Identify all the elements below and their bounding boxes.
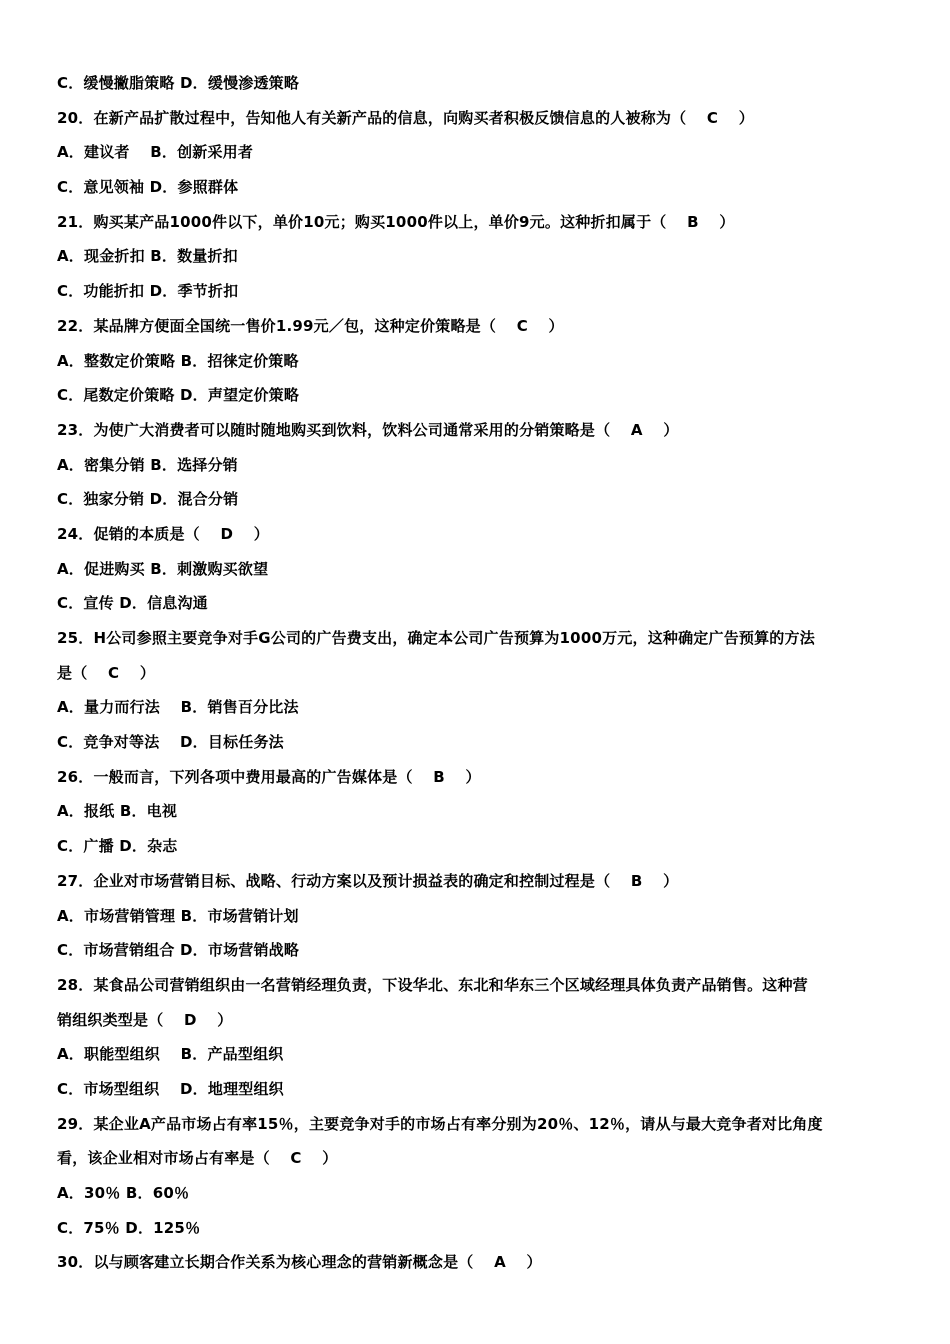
option-line: C．宣传 D．信息沟通 (57, 594, 208, 613)
option-line: C．独家分销 D．混合分销 (57, 490, 239, 509)
option-line: C．竞争对等法 D．目标任务法 (57, 733, 284, 752)
option-line: C．尾数定价策略 D．声望定价策略 (57, 386, 300, 405)
question-line: 28．某食品公司营销组织由一名营销经理负责，下设华北、东北和华东三个区域经理具体负责产品销售。这种营 (57, 975, 808, 994)
option-line: A．30％ B．60％ (57, 1184, 190, 1202)
option-line: A．促进购买 B．刺激购买欲望 (57, 559, 269, 578)
option-line: C．75％ D．125％ (57, 1218, 201, 1237)
option-line: A．报纸 B．电视 (57, 802, 178, 821)
question-line-continued: 是（ C ） (57, 663, 156, 682)
option-line: C．缓慢撇脂策略 D．缓慢渗透策略 (57, 74, 300, 92)
question-line: 30．以与顾客建立长期合作关系为核心理念的营销新概念是（ A ） (57, 1253, 542, 1272)
question-line: 20．在新产品扩散过程中，告知他人有关新产品的信息，向购买者积极反馈信息的人被称为（ C ） (57, 108, 754, 127)
question-line: 24．促销的本质是（ D ） (57, 524, 269, 543)
question-line: 21．购买某产品1000件以下，单价10元；购买1000件以上，单价9元。这种折扣属于（ B ） (57, 212, 735, 231)
option-line: C．广播 D．杂志 (57, 837, 178, 856)
option-line: A．量力而行法 B．销售百分比法 (57, 698, 299, 717)
question-line: 23．为使广大消费者可以随时随地购买到饮料，饮料公司通常采用的分销策略是（ A ） (57, 420, 679, 439)
option-line: A．密集分销 B．选择分销 (57, 455, 238, 474)
exam-document (57, 66, 897, 1280)
option-line: A．市场营销管理 B．市场营销计划 (57, 906, 299, 925)
option-line: C．市场营销组合 D．市场营销战略 (57, 941, 300, 960)
question-line: 29．某企业A产品市场占有率15％，主要竞争对手的市场占有率分别为20％、12％，请从与最大竞争者对比角度 (57, 1114, 823, 1133)
option-line: C．市场型组织 D．地理型组织 (57, 1079, 284, 1098)
option-line: C．意见领袖 D．参照群体 (57, 178, 239, 197)
question-line: 22．某品牌方便面全国统一售价1.99元／包，这种定价策略是（ C ） (57, 316, 564, 335)
question-line: 25．H公司参照主要竞争对手G公司的广告费支出，确定本公司广告预算为1000万元，这种确定广告预算的方法 (57, 629, 815, 647)
option-line: C．功能折扣 D．季节折扣 (57, 282, 239, 301)
option-line: A．职能型组织 B．产品型组织 (57, 1045, 284, 1064)
option-line: A．现金折扣 B．数量折扣 (57, 247, 238, 266)
option-line: A．建议者 B．创新采用者 (57, 143, 254, 162)
option-line: A．整数定价策略 B．招徕定价策略 (57, 351, 299, 370)
question-line-continued: 销组织类型是（ D ） (57, 1010, 233, 1029)
question-line: 26．一般而言，下列各项中费用最高的广告媒体是（ B ） (57, 767, 481, 786)
question-line: 27．企业对市场营销目标、战略、行动方案以及预计损益表的确定和控制过程是（ B ） (57, 871, 679, 890)
question-line-continued: 看，该企业相对市场占有率是（ C ） (57, 1149, 338, 1168)
